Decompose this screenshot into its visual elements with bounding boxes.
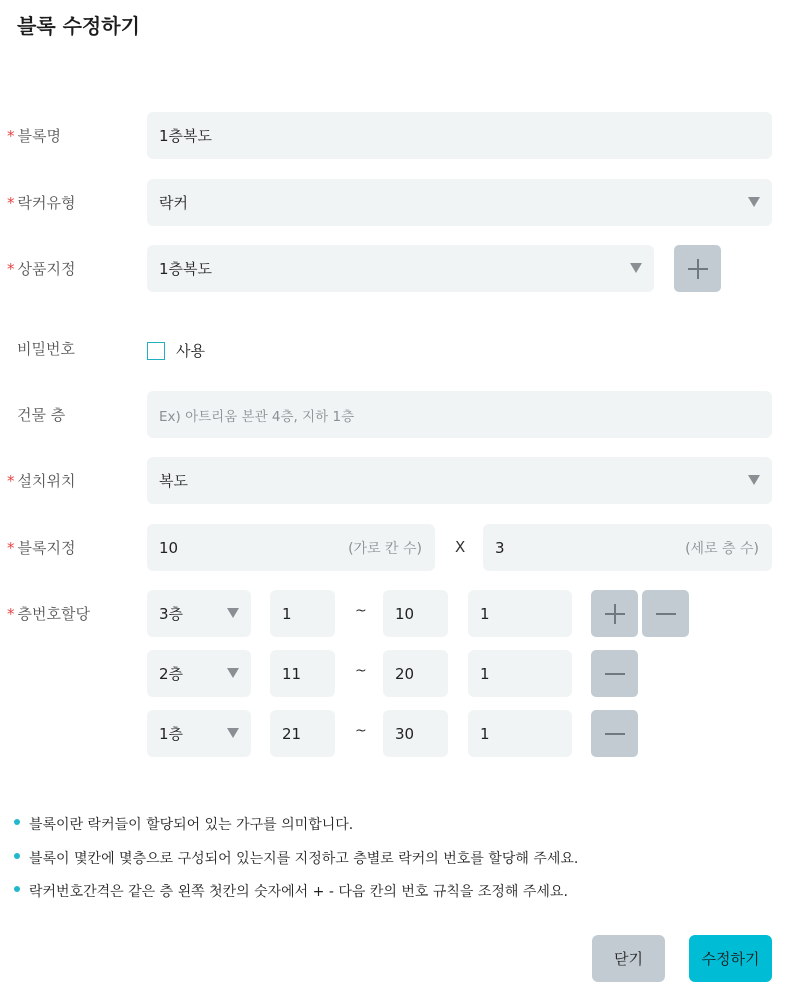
block-name-label-text: 블록명: [17, 127, 61, 145]
product-select[interactable]: [147, 245, 654, 292]
building-floor-placeholder: Ex) 아트리움 본관 4층, 지하 1층: [159, 408, 355, 425]
block-size-label: [7, 538, 75, 558]
remove-floor-button[interactable]: [591, 710, 638, 757]
dropdown-arrow-icon: [748, 197, 760, 207]
minus-icon: [656, 613, 676, 615]
block-name-input[interactable]: [147, 112, 772, 159]
block-size-separator: X: [455, 538, 466, 556]
locker-type-label-text: 락커유형: [17, 194, 76, 212]
block-width-hint: (가로 칸 수): [348, 540, 422, 557]
block-name-label: [7, 126, 61, 146]
location-select[interactable]: [147, 457, 772, 504]
bullet-icon: [14, 819, 20, 825]
note-item: [14, 814, 353, 834]
start-number-input[interactable]: [270, 590, 335, 637]
dialog-title: 블록 수정하기: [17, 14, 140, 38]
add-floor-button[interactable]: [591, 590, 638, 637]
interval-input[interactable]: [468, 650, 572, 697]
product-label-text: 상품지정: [17, 260, 76, 278]
submit-button[interactable]: 수정하기: [689, 935, 772, 982]
interval-value: 1: [480, 604, 490, 623]
floor-value: 2층: [159, 665, 184, 683]
start-number-value: 21: [282, 724, 302, 743]
floor-numbering-label: [7, 604, 90, 624]
password-label: 비밀번호: [17, 340, 75, 358]
start-number-input[interactable]: [270, 710, 335, 757]
required-mark: *: [7, 605, 15, 623]
dropdown-arrow-icon: [227, 608, 239, 618]
note-text: 락커번호간격은 같은 층 왼쪽 첫칸의 숫자에서 + - 다음 칸의 번호 규칙을 조정해 주세요.: [29, 884, 568, 900]
interval-value: 1: [480, 664, 490, 683]
end-number-input[interactable]: [383, 710, 448, 757]
floor-value: 1층: [159, 725, 184, 743]
note-text: 블록이란 락커들이 할당되어 있는 가구를 의미합니다.: [29, 817, 354, 833]
plus-icon-vertical: [697, 259, 699, 279]
location-value: 복도: [159, 472, 188, 490]
remove-floor-button[interactable]: [642, 590, 689, 637]
start-number-input[interactable]: [270, 650, 335, 697]
minus-icon: [605, 673, 625, 675]
interval-input[interactable]: [468, 710, 572, 757]
floor-numbering-label-text: 층번호할당: [17, 605, 90, 623]
bullet-icon: [14, 886, 20, 892]
block-size-label-text: 블록지정: [17, 539, 76, 557]
floor-select[interactable]: [147, 710, 251, 757]
interval-value: 1: [480, 724, 490, 743]
floor-select[interactable]: [147, 650, 251, 697]
start-number-value: 1: [282, 604, 292, 623]
block-height-input[interactable]: [483, 524, 772, 571]
building-floor-label: 건물 층: [17, 406, 66, 424]
block-width-value: 10: [159, 538, 179, 557]
end-number-value: 30: [395, 724, 415, 743]
product-label: [7, 259, 75, 279]
close-button[interactable]: 닫기: [592, 935, 665, 982]
end-number-input[interactable]: [383, 590, 448, 637]
end-number-value: 20: [395, 664, 415, 683]
required-mark: *: [7, 260, 15, 278]
required-mark: *: [7, 127, 15, 145]
floor-value: 3층: [159, 605, 184, 623]
dropdown-arrow-icon: [227, 668, 239, 678]
password-use-checkbox[interactable]: [147, 342, 165, 360]
block-height-value: 3: [495, 538, 505, 557]
note-item: [14, 881, 568, 901]
add-product-button[interactable]: [674, 245, 721, 292]
block-width-input[interactable]: [147, 524, 435, 571]
note-text: 블록이 몇칸에 몇층으로 구성되어 있는지를 지정하고 층별로 락커의 번호를 할당해 주세요.: [29, 851, 579, 867]
note-item: [14, 848, 578, 868]
dropdown-arrow-icon: [227, 728, 239, 738]
range-tilde: ~: [355, 663, 367, 679]
password-use-label[interactable]: 사용: [176, 342, 205, 360]
end-number-input[interactable]: [383, 650, 448, 697]
remove-floor-button[interactable]: [591, 650, 638, 697]
building-floor-input[interactable]: [147, 391, 772, 438]
interval-input[interactable]: [468, 590, 572, 637]
floor-select[interactable]: [147, 590, 251, 637]
locker-type-select[interactable]: [147, 179, 772, 226]
required-mark: *: [7, 194, 15, 212]
end-number-value: 10: [395, 604, 415, 623]
block-name-value: 1층복도: [159, 127, 213, 145]
product-value: 1층복도: [159, 260, 213, 278]
locker-type-value: 락커: [159, 194, 188, 212]
block-height-hint: (세로 층 수): [685, 540, 759, 557]
start-number-value: 11: [282, 664, 302, 683]
locker-type-label: [7, 193, 75, 213]
location-label-text: 설치위치: [17, 472, 76, 490]
bullet-icon: [14, 853, 20, 859]
range-tilde: ~: [355, 723, 367, 739]
required-mark: *: [7, 472, 15, 490]
dropdown-arrow-icon: [748, 475, 760, 485]
range-tilde: ~: [355, 603, 367, 619]
location-label: [7, 471, 75, 491]
dropdown-arrow-icon: [630, 263, 642, 273]
minus-icon: [605, 733, 625, 735]
plus-icon-vertical: [614, 604, 616, 624]
required-mark: *: [7, 539, 15, 557]
